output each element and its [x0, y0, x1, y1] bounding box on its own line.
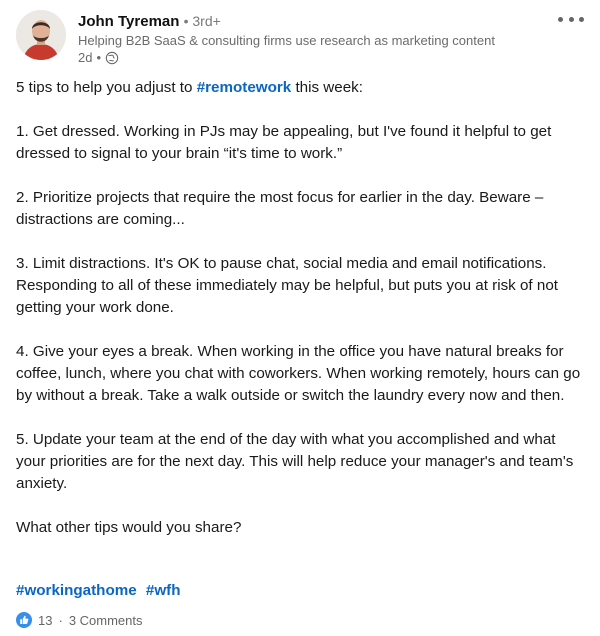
post-age: 2d [78, 50, 93, 65]
hashtag-wfh[interactable]: #wfh [145, 582, 181, 599]
tip-5: 5. Update your team at the end of the day with what you accomplished and what your priorities are for the next day. This will help reduce your manager's and team's anxiety. [16, 431, 574, 492]
hashtag-workingathome[interactable]: #workingathome [16, 582, 137, 599]
ellipsis-icon [569, 17, 574, 22]
name-row [78, 12, 558, 31]
connection-degree: • 3rd+ [183, 13, 221, 29]
comments-count-link[interactable]: 3 Comments [68, 612, 143, 628]
like-icon [16, 612, 32, 628]
more-options-button[interactable] [558, 12, 584, 26]
tip-1: 1. Get dressed. Working in PJs may be appealing, but I've found it helpful to get dressed to signal to your brain “it's time to work.” [16, 123, 552, 162]
ellipsis-icon [558, 17, 563, 22]
intro-suffix: this week: [291, 79, 363, 96]
social-separator: · [58, 612, 63, 628]
post-time-row [78, 50, 558, 66]
post-body [16, 77, 588, 561]
author-meta [78, 12, 558, 66]
intro-prefix: 5 tips to help you adjust to [16, 79, 197, 96]
avatar[interactable] [16, 10, 66, 60]
hashtag-remotework[interactable]: #remotework [196, 79, 292, 96]
post-header [16, 10, 584, 70]
tip-3: 3. Limit distractions. It's OK to pause chat, social media and email notifications. Responding to all of these immediately may be helpful, but puts you at risk of not getting your work done. [16, 255, 558, 316]
closing-question: What other tips would you share? [16, 519, 242, 536]
author-photo [16, 10, 66, 60]
author-headline: Helping B2B SaaS & consulting firms use research as marketing content [78, 33, 495, 48]
connection-degree-label: 3rd+ [192, 13, 221, 29]
hashtag-list [16, 580, 186, 602]
social-counts [16, 610, 143, 630]
author-name[interactable]: John Tyreman [78, 13, 180, 30]
reaction-count[interactable]: 13 [38, 612, 53, 628]
globe-icon [105, 51, 119, 65]
post-intro [16, 77, 588, 99]
tip-4: 4. Give your eyes a break. When working in the office you have natural breaks for coffee, lunch, where you chat with coworkers. When working remotely, hours can go by without a break. Take a walk outside or switch the laundry every now and then. [16, 343, 581, 404]
time-separator: • [96, 50, 102, 65]
ellipsis-icon [579, 17, 584, 22]
tip-2: 2. Prioritize projects that require the most focus for earlier in the day. Beware – distractions are coming... [16, 189, 544, 228]
